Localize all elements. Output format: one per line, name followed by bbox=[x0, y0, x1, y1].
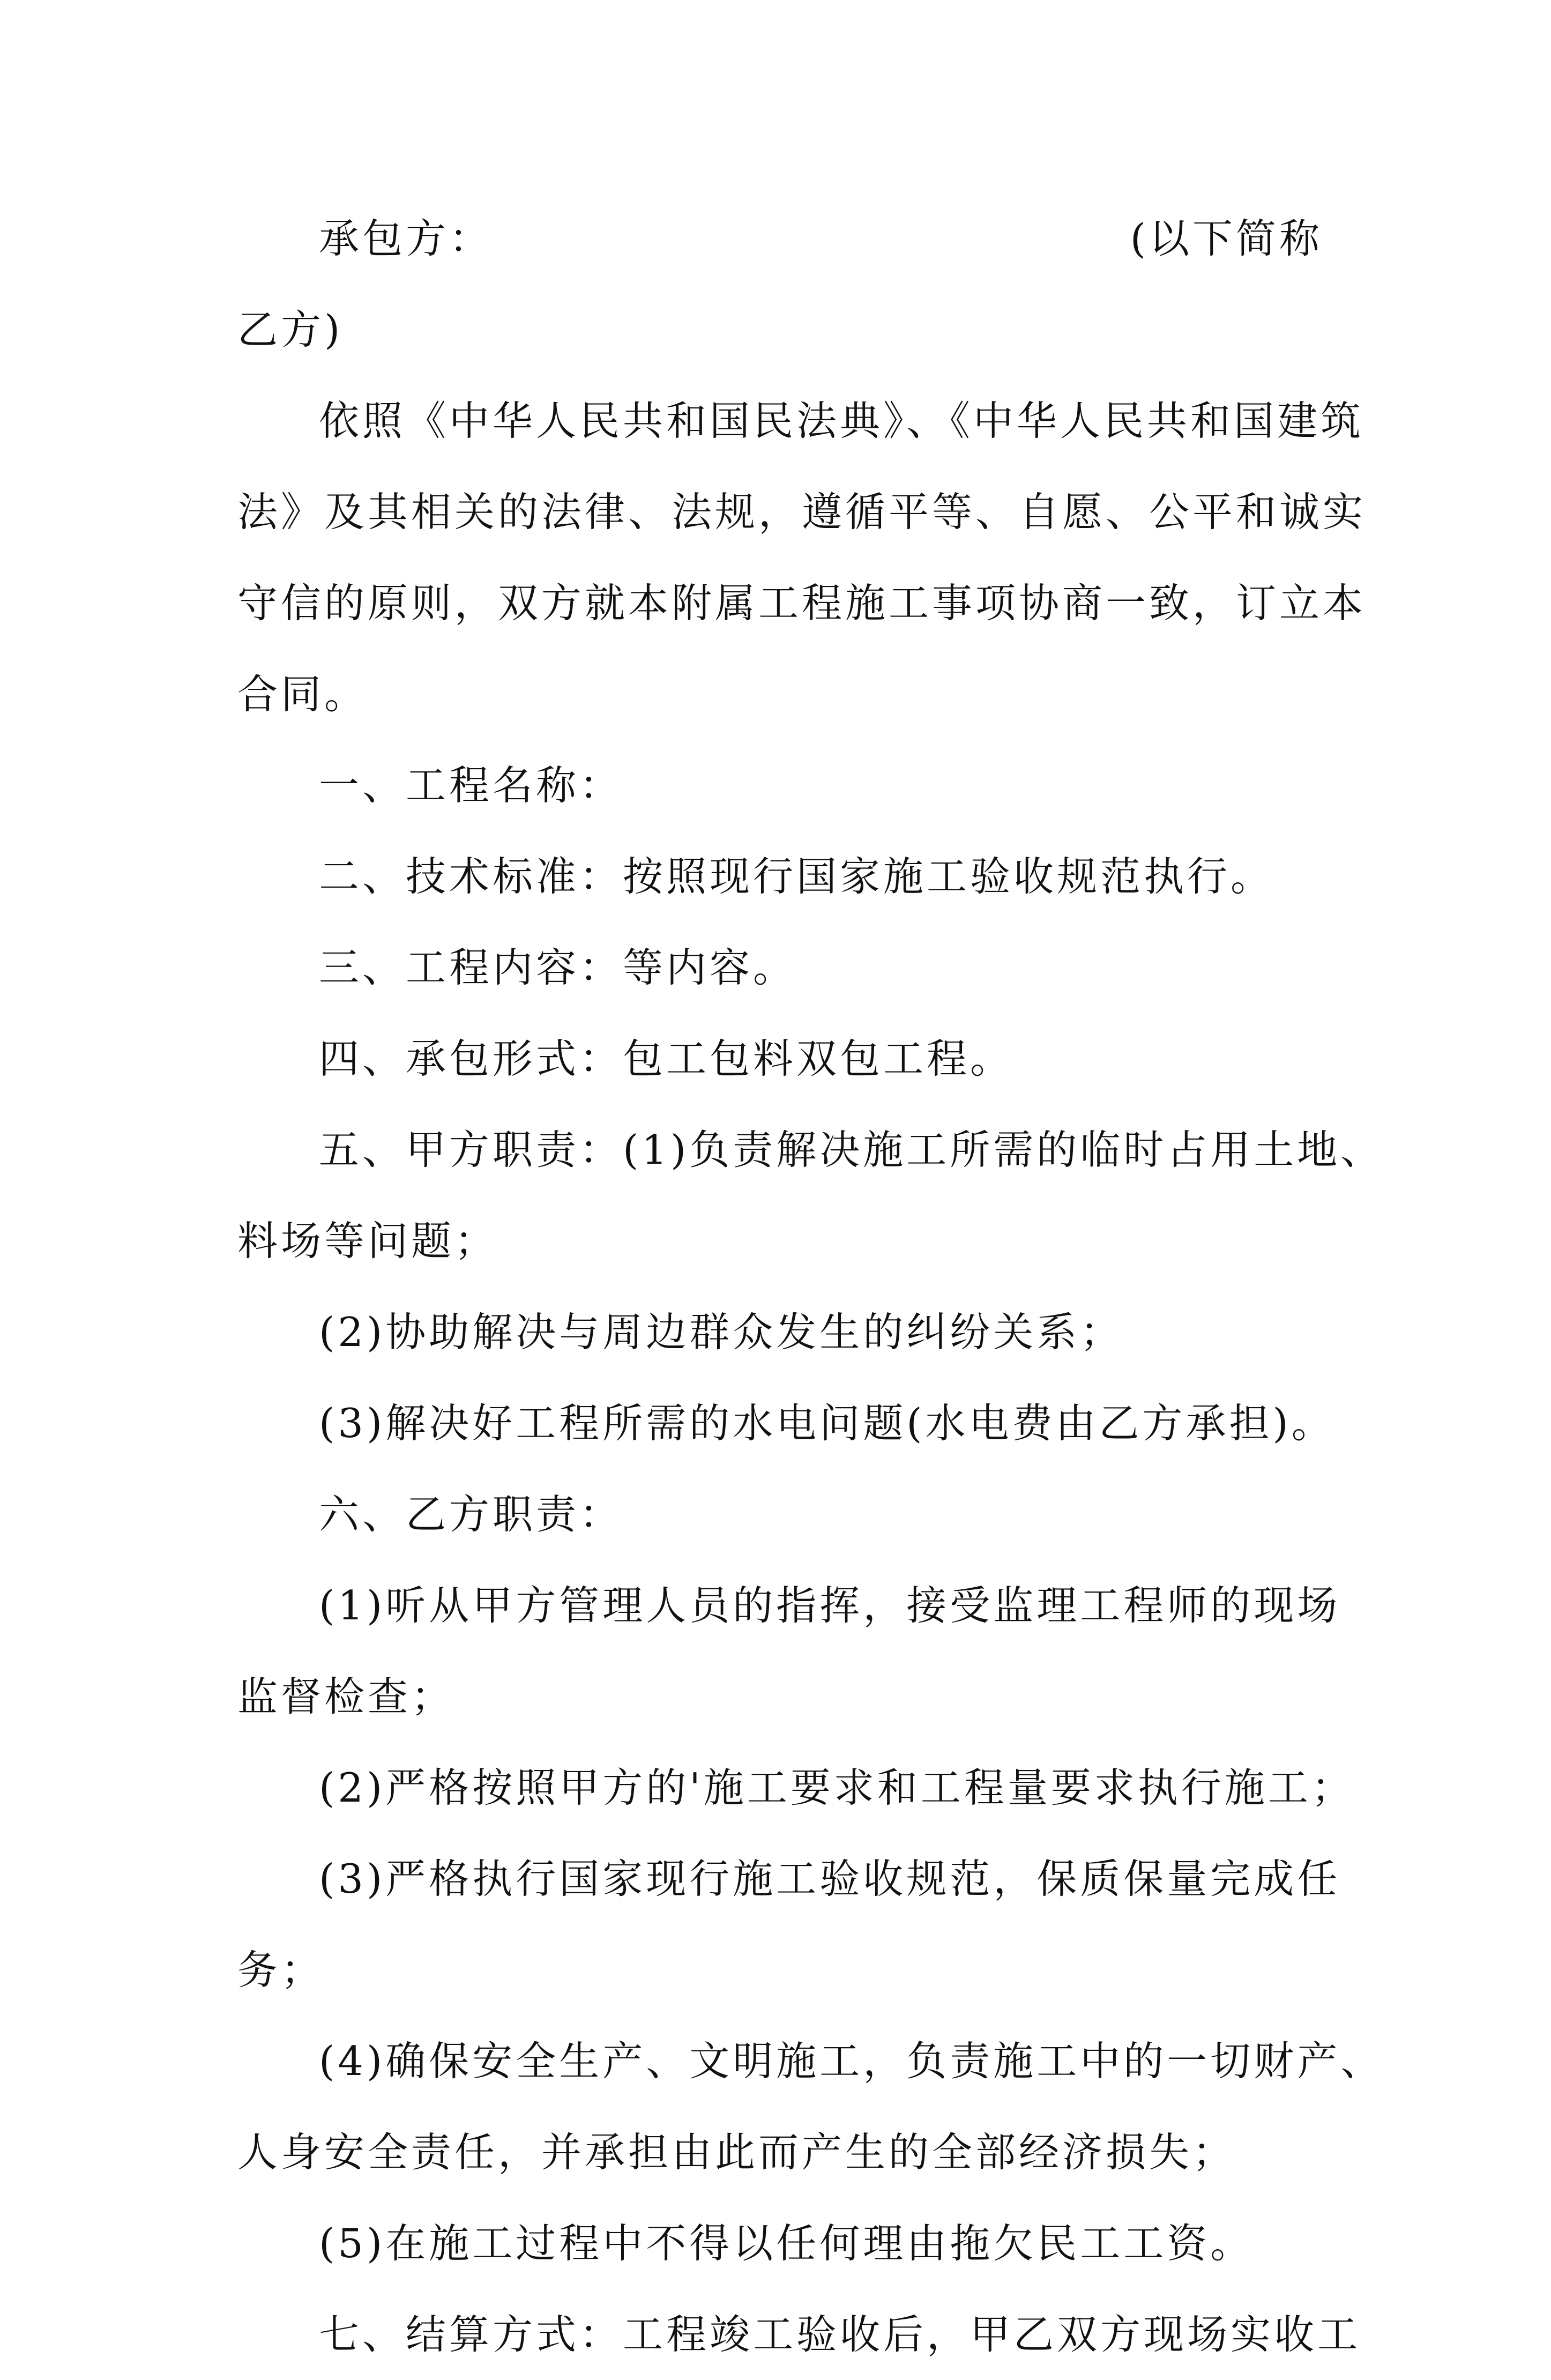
preamble-line-1: 依照《中华人民共和国民法典》、《中华人民共和国建筑 bbox=[319, 397, 1364, 444]
preamble-line-4: 合同。 bbox=[237, 671, 368, 718]
contract-body bbox=[237, 193, 1384, 2380]
clause-settlement-method: 七、结算方式：工程竣工验收后，甲乙双方现场实收工 bbox=[319, 2311, 1361, 2358]
clause-contract-form: 四、承包形式：包工包料双包工程。 bbox=[319, 1035, 1014, 1082]
clause-party-a-duties-line-2: 料场等问题； bbox=[237, 1217, 498, 1265]
clause-party-b-duty-3-line-2: 务； bbox=[237, 1946, 325, 1994]
preamble-line-3: 守信的原则，双方就本附属工程施工事项协商一致，订立本 bbox=[237, 579, 1367, 627]
clause-party-b-duty-5: (5)在施工过程中不得以任何理由拖欠民工工资。 bbox=[319, 2220, 1254, 2267]
clause-party-a-duty-2: (2)协助解决与周边群众发生的纠纷关系； bbox=[319, 1308, 1124, 1356]
clause-party-b-duty-1-line-2: 监督检查； bbox=[237, 1673, 455, 1720]
clause-party-b-duty-4-line-2: 人身安全责任，并承担由此而产生的全部经济损失； bbox=[237, 2129, 1236, 2176]
clause-party-b-duties: 六、乙方职责： bbox=[319, 1491, 623, 1538]
clause-party-b-duty-1-line-1: (1)听从甲方管理人员的指挥，接受监理工程师的现场 bbox=[319, 1582, 1341, 1629]
contractor-suffix-end: 乙方) bbox=[237, 306, 344, 353]
clause-party-a-duty-3: (3)解决好工程所需的水电问题(水电费由乙方承担)。 bbox=[319, 1400, 1335, 1447]
contractor-suffix-start: (以下简称 bbox=[1130, 215, 1323, 262]
clause-project-content: 三、工程内容：等内容。 bbox=[319, 944, 797, 991]
clause-party-b-duty-4-line-1: (4)确保安全生产、文明施工，负责施工中的一切财产、 bbox=[319, 2037, 1384, 2085]
clause-party-b-duty-2: (2)严格按照甲方的'施工要求和工程量要求执行施工； bbox=[319, 1764, 1355, 1811]
clause-party-b-duty-3-line-1: (3)严格执行国家现行施工验收规范，保质保量完成任 bbox=[319, 1855, 1341, 1902]
contractor-line bbox=[237, 193, 1323, 284]
clause-party-a-duties-line-1: 五、甲方职责：(1)负责解决施工所需的临时占用土地、 bbox=[319, 1126, 1384, 1173]
contractor-label: 承包方： bbox=[319, 215, 493, 262]
preamble-line-2: 法》及其相关的法律、法规，遵循平等、自愿、公平和诚实 bbox=[237, 488, 1367, 536]
clause-technical-standard: 二、技术标准：按照现行国家施工验收规范执行。 bbox=[319, 853, 1274, 900]
clause-project-name: 一、工程名称： bbox=[319, 762, 623, 809]
